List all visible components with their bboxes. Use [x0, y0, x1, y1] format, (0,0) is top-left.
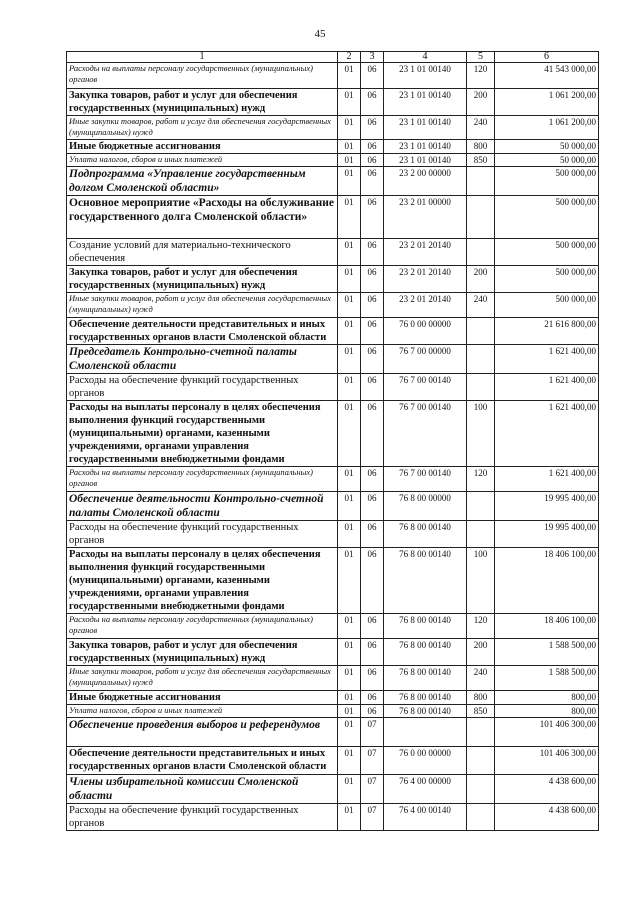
subsection-code-cell: 06 [361, 467, 384, 492]
section-code-cell: 01 [338, 239, 361, 266]
column-header: 6 [495, 52, 599, 63]
subsection-code-cell: 06 [361, 521, 384, 548]
target-article-cell: 23 2 01 20140 [384, 266, 467, 293]
expense-type-cell: 100 [467, 548, 495, 614]
target-article-cell: 76 4 00 00140 [384, 804, 467, 831]
expense-type-cell: 850 [467, 154, 495, 167]
column-header: 3 [361, 52, 384, 63]
subsection-code-cell: 06 [361, 293, 384, 318]
target-article-cell: 23 1 01 00140 [384, 154, 467, 167]
table-body [67, 63, 599, 831]
amount-cell: 1 061 200,00 [495, 89, 599, 116]
expense-type-cell [467, 775, 495, 804]
row-name-cell: Создание условий для материально-технического обеспечения [67, 239, 338, 266]
table-row [67, 666, 599, 691]
row-name-cell: Расходы на обеспечение функций государственных органов [67, 804, 338, 831]
amount-cell: 1 621 400,00 [495, 345, 599, 374]
amount-cell: 4 438 600,00 [495, 775, 599, 804]
table-row [67, 775, 599, 804]
target-article-cell: 76 4 00 00000 [384, 775, 467, 804]
header-row [67, 52, 599, 63]
expense-type-cell: 240 [467, 666, 495, 691]
subsection-code-cell: 06 [361, 705, 384, 718]
expense-type-cell [467, 318, 495, 345]
expense-type-cell: 120 [467, 614, 495, 639]
amount-cell: 18 406 100,00 [495, 614, 599, 639]
expense-type-cell: 800 [467, 140, 495, 154]
subsection-code-cell: 06 [361, 140, 384, 154]
subsection-code-cell: 07 [361, 718, 384, 747]
table-row [67, 705, 599, 718]
table-row [67, 401, 599, 467]
amount-cell: 1 061 200,00 [495, 116, 599, 140]
expense-type-cell: 240 [467, 293, 495, 318]
table-row [67, 614, 599, 639]
amount-cell: 1 588 500,00 [495, 666, 599, 691]
row-name-cell: Расходы на выплаты персоналу государственных (муниципальных) органов [67, 614, 338, 639]
amount-cell: 500 000,00 [495, 239, 599, 266]
target-article-cell: 76 7 00 00140 [384, 374, 467, 401]
row-name-cell: Расходы на выплаты персоналу государственных (муниципальных) органов [67, 467, 338, 492]
subsection-code-cell: 06 [361, 154, 384, 167]
amount-cell: 500 000,00 [495, 293, 599, 318]
row-name-cell: Председатель Контрольно-счетной палаты Смоленской области [67, 345, 338, 374]
expense-type-cell: 100 [467, 401, 495, 467]
target-article-cell: 76 8 00 00140 [384, 639, 467, 666]
target-article-cell: 76 8 00 00140 [384, 691, 467, 705]
section-code-cell: 01 [338, 614, 361, 639]
expense-type-cell: 240 [467, 116, 495, 140]
row-name-cell: Подпрограмма «Управление государственным долгом Смоленской области» [67, 167, 338, 196]
amount-cell: 1 588 500,00 [495, 639, 599, 666]
row-name-cell: Расходы на выплаты персоналу в целях обеспечения выполнения функций государственными (муниципальными) органами, казенными учреждениями, органами управления государственными внебюджетными фондами [67, 548, 338, 614]
target-article-cell: 76 0 00 00000 [384, 318, 467, 345]
subsection-code-cell: 07 [361, 804, 384, 831]
amount-cell: 800,00 [495, 705, 599, 718]
subsection-code-cell: 06 [361, 374, 384, 401]
table-row [67, 167, 599, 196]
amount-cell: 1 621 400,00 [495, 401, 599, 467]
amount-cell: 500 000,00 [495, 196, 599, 239]
amount-cell: 19 995 400,00 [495, 492, 599, 521]
section-code-cell: 01 [338, 154, 361, 167]
amount-cell: 500 000,00 [495, 167, 599, 196]
row-name-cell: Обеспечение проведения выборов и референдумов [67, 718, 338, 747]
table-row [67, 374, 599, 401]
section-code-cell: 01 [338, 666, 361, 691]
column-header: 2 [338, 52, 361, 63]
subsection-code-cell: 06 [361, 318, 384, 345]
section-code-cell: 01 [338, 89, 361, 116]
amount-cell: 50 000,00 [495, 140, 599, 154]
expense-type-cell: 200 [467, 89, 495, 116]
section-code-cell: 01 [338, 492, 361, 521]
table-row [67, 345, 599, 374]
expense-type-cell: 850 [467, 705, 495, 718]
subsection-code-cell: 06 [361, 63, 384, 89]
subsection-code-cell: 06 [361, 492, 384, 521]
amount-cell: 41 543 000,00 [495, 63, 599, 89]
target-article-cell: 23 1 01 00140 [384, 89, 467, 116]
target-article-cell: 23 2 01 20140 [384, 239, 467, 266]
table-row [67, 293, 599, 318]
row-name-cell: Уплата налогов, сборов и иных платежей [67, 705, 338, 718]
section-code-cell: 01 [338, 747, 361, 775]
subsection-code-cell: 07 [361, 747, 384, 775]
table-row [67, 548, 599, 614]
table-row [67, 747, 599, 775]
page-number: 45 [314, 28, 326, 40]
table-row [67, 196, 599, 239]
table-row [67, 467, 599, 492]
amount-cell: 50 000,00 [495, 154, 599, 167]
section-code-cell: 01 [338, 140, 361, 154]
table-row [67, 266, 599, 293]
target-article-cell: 76 8 00 00000 [384, 492, 467, 521]
target-article-cell: 76 0 00 00000 [384, 747, 467, 775]
subsection-code-cell: 06 [361, 548, 384, 614]
section-code-cell: 01 [338, 639, 361, 666]
section-code-cell: 01 [338, 804, 361, 831]
amount-cell: 101 406 300,00 [495, 718, 599, 747]
row-name-cell: Закупка товаров, работ и услуг для обеспечения государственных (муниципальных) нужд [67, 89, 338, 116]
table-row [67, 239, 599, 266]
subsection-code-cell: 06 [361, 401, 384, 467]
section-code-cell: 01 [338, 521, 361, 548]
section-code-cell: 01 [338, 266, 361, 293]
row-name-cell: Иные закупки товаров, работ и услуг для обеспечения государственных (муниципальных) нужд [67, 116, 338, 140]
table-row [67, 318, 599, 345]
section-code-cell: 01 [338, 775, 361, 804]
target-article-cell: 76 7 00 00000 [384, 345, 467, 374]
table-row [67, 521, 599, 548]
row-name-cell: Расходы на выплаты персоналу государственных (муниципальных) органов [67, 63, 338, 89]
target-article-cell: 23 2 01 20140 [384, 293, 467, 318]
expense-type-cell [467, 239, 495, 266]
row-name-cell: Уплата налогов, сборов и иных платежей [67, 154, 338, 167]
section-code-cell: 01 [338, 705, 361, 718]
subsection-code-cell: 06 [361, 239, 384, 266]
target-article-cell: 76 8 00 00140 [384, 548, 467, 614]
row-name-cell: Расходы на обеспечение функций государственных органов [67, 374, 338, 401]
amount-cell: 18 406 100,00 [495, 548, 599, 614]
column-header: 1 [67, 52, 338, 63]
target-article-cell: 76 8 00 00140 [384, 666, 467, 691]
row-name-cell: Члены избирательной комиссии Смоленской области [67, 775, 338, 804]
expense-type-cell [467, 747, 495, 775]
row-name-cell: Обеспечение деятельности представительных и иных государственных органов власти Смоленской области [67, 318, 338, 345]
table-row [67, 116, 599, 140]
table-row [67, 804, 599, 831]
subsection-code-cell: 06 [361, 666, 384, 691]
section-code-cell: 01 [338, 691, 361, 705]
target-article-cell: 76 7 00 00140 [384, 401, 467, 467]
row-name-cell: Закупка товаров, работ и услуг для обеспечения государственных (муниципальных) нужд [67, 639, 338, 666]
subsection-code-cell: 06 [361, 691, 384, 705]
section-code-cell: 01 [338, 318, 361, 345]
row-name-cell: Иные закупки товаров, работ и услуг для обеспечения государственных (муниципальных) нужд [67, 666, 338, 691]
target-article-cell: 23 2 01 00000 [384, 196, 467, 239]
table-row [67, 718, 599, 747]
expense-type-cell [467, 718, 495, 747]
table-row [67, 63, 599, 89]
expense-type-cell [467, 345, 495, 374]
subsection-code-cell: 07 [361, 775, 384, 804]
target-article-cell: 23 1 01 00140 [384, 63, 467, 89]
expense-type-cell: 120 [467, 63, 495, 89]
target-article-cell: 76 8 00 00140 [384, 521, 467, 548]
section-code-cell: 01 [338, 467, 361, 492]
target-article-cell: 23 1 01 00140 [384, 140, 467, 154]
expense-type-cell [467, 804, 495, 831]
table-row [67, 691, 599, 705]
section-code-cell: 01 [338, 345, 361, 374]
amount-cell: 21 616 800,00 [495, 318, 599, 345]
section-code-cell: 01 [338, 374, 361, 401]
target-article-cell: 76 8 00 00140 [384, 614, 467, 639]
target-article-cell: 76 7 00 00140 [384, 467, 467, 492]
section-code-cell: 01 [338, 196, 361, 239]
target-article-cell [384, 718, 467, 747]
expense-type-cell [467, 374, 495, 401]
expense-type-cell: 800 [467, 691, 495, 705]
row-name-cell: Иные закупки товаров, работ и услуг для обеспечения государственных (муниципальных) нужд [67, 293, 338, 318]
section-code-cell: 01 [338, 718, 361, 747]
row-name-cell: Основное мероприятие «Расходы на обслуживание государственного долга Смоленской области» [67, 196, 338, 239]
amount-cell: 800,00 [495, 691, 599, 705]
subsection-code-cell: 06 [361, 266, 384, 293]
expense-type-cell: 200 [467, 639, 495, 666]
subsection-code-cell: 06 [361, 89, 384, 116]
section-code-cell: 01 [338, 167, 361, 196]
row-name-cell: Расходы на обеспечение функций государственных органов [67, 521, 338, 548]
row-name-cell: Расходы на выплаты персоналу в целях обеспечения выполнения функций государственными (муниципальными) органами, казенными учреждениями, органами управления государственными внебюджетными фондами [67, 401, 338, 467]
expense-type-cell [467, 521, 495, 548]
amount-cell: 1 621 400,00 [495, 374, 599, 401]
expense-type-cell [467, 167, 495, 196]
column-header: 5 [467, 52, 495, 63]
amount-cell: 19 995 400,00 [495, 521, 599, 548]
section-code-cell: 01 [338, 401, 361, 467]
section-code-cell: 01 [338, 548, 361, 614]
target-article-cell: 23 2 00 00000 [384, 167, 467, 196]
section-code-cell: 01 [338, 293, 361, 318]
amount-cell: 101 406 300,00 [495, 747, 599, 775]
subsection-code-cell: 06 [361, 167, 384, 196]
table-row [67, 154, 599, 167]
amount-cell: 4 438 600,00 [495, 804, 599, 831]
table-row [67, 89, 599, 116]
amount-cell: 1 621 400,00 [495, 467, 599, 492]
amount-cell: 500 000,00 [495, 266, 599, 293]
row-name-cell: Обеспечение деятельности представительных и иных государственных органов власти Смоленской области [67, 747, 338, 775]
table-row [67, 140, 599, 154]
table-row [67, 492, 599, 521]
table-row [67, 639, 599, 666]
expense-type-cell: 120 [467, 467, 495, 492]
column-header: 4 [384, 52, 467, 63]
subsection-code-cell: 06 [361, 614, 384, 639]
row-name-cell: Иные бюджетные ассигнования [67, 140, 338, 154]
section-code-cell: 01 [338, 116, 361, 140]
row-name-cell: Иные бюджетные ассигнования [67, 691, 338, 705]
subsection-code-cell: 06 [361, 345, 384, 374]
subsection-code-cell: 06 [361, 196, 384, 239]
target-article-cell: 23 1 01 00140 [384, 116, 467, 140]
subsection-code-cell: 06 [361, 116, 384, 140]
row-name-cell: Обеспечение деятельности Контрольно-счетной палаты Смоленской области [67, 492, 338, 521]
row-name-cell: Закупка товаров, работ и услуг для обеспечения государственных (муниципальных) нужд [67, 266, 338, 293]
subsection-code-cell: 06 [361, 639, 384, 666]
expense-type-cell [467, 196, 495, 239]
budget-table [66, 51, 599, 831]
expense-type-cell: 200 [467, 266, 495, 293]
section-code-cell: 01 [338, 63, 361, 89]
expense-type-cell [467, 492, 495, 521]
target-article-cell: 76 8 00 00140 [384, 705, 467, 718]
